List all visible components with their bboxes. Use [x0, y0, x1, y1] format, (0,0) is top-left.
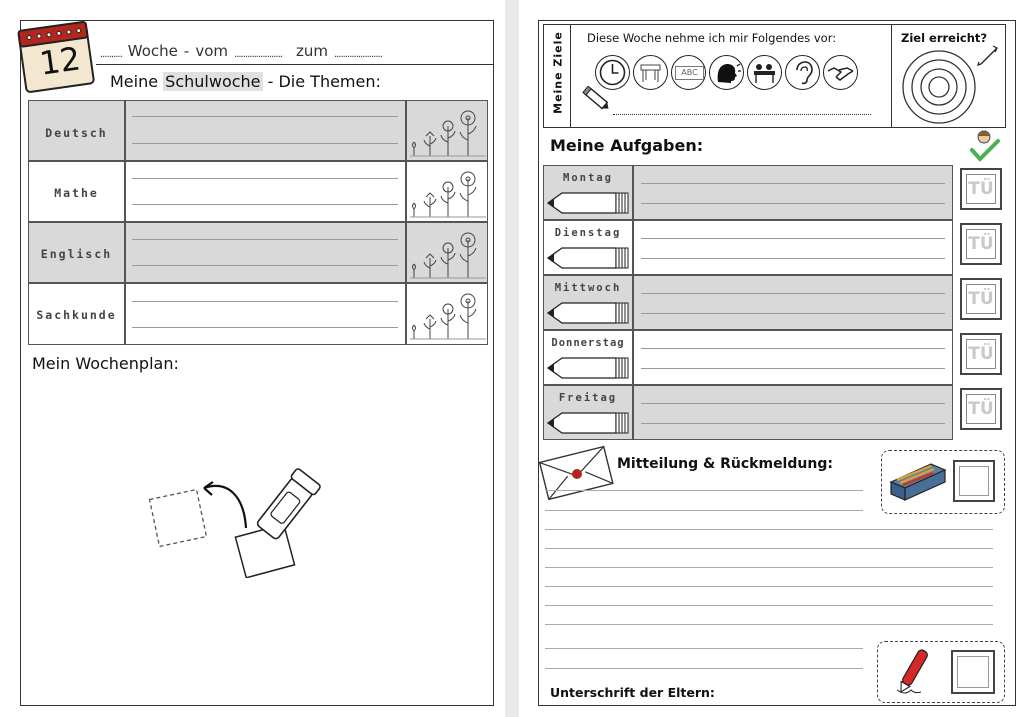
goals-side-label: Meine Ziele: [551, 31, 565, 114]
subject-notes-cell[interactable]: [125, 161, 406, 222]
message-title: Mitteilung & Rückmeldung:: [617, 456, 833, 472]
abc-icon[interactable]: [671, 55, 706, 90]
calendar-number: 12: [37, 39, 83, 83]
pencil-icon: [546, 410, 632, 436]
flower-growth-icon: [410, 108, 486, 158]
pencil-case-icon: [887, 458, 947, 504]
tu-label: TÜ: [966, 339, 996, 369]
pencil-icon: [546, 190, 632, 216]
week-header: [100, 30, 492, 60]
tasks-title: Meine Aufgaben:: [550, 136, 704, 155]
parent-ack-checkbox[interactable]: [953, 460, 995, 502]
abc-text: ABC: [675, 66, 704, 80]
tu-label: TÜ: [966, 394, 996, 424]
desk-icon[interactable]: [633, 55, 668, 90]
left-page: [0, 0, 505, 717]
day-label: Montag: [563, 172, 613, 184]
zum-label: zum: [295, 42, 328, 60]
dash-label: -: [183, 42, 190, 60]
red-pen-icon: [889, 644, 937, 698]
message-line[interactable]: [545, 548, 993, 549]
tu-checkbox[interactable]: [960, 223, 1002, 265]
header-divider: [96, 64, 493, 65]
pencil-icon: [546, 355, 632, 381]
vom-label: vom: [195, 42, 229, 60]
day-notes-cell[interactable]: [633, 330, 953, 385]
start-date-blank[interactable]: ......................: [234, 49, 282, 60]
tu-label: TÜ: [966, 284, 996, 314]
pencil-icon: [581, 84, 613, 114]
pencil-icon: [546, 300, 632, 326]
themes-title: [110, 72, 381, 91]
message-line[interactable]: [545, 529, 993, 530]
tu-label: TÜ: [966, 229, 996, 259]
goals-intro: Diese Woche nehme ich mir Folgendes vor:: [587, 31, 837, 45]
message-line[interactable]: [545, 605, 993, 606]
day-notes-cell[interactable]: [633, 220, 953, 275]
signature-checkbox[interactable]: [951, 650, 995, 694]
subject-label: Englisch: [40, 247, 113, 261]
themes-title-suffix: - Die Themen:: [267, 72, 381, 91]
day-label: Freitag: [558, 392, 618, 404]
week-number-blank[interactable]: ..........: [100, 49, 122, 60]
end-date-blank[interactable]: ......................: [333, 49, 382, 60]
envelope-icon: [537, 444, 615, 500]
handshake-icon[interactable]: [823, 55, 858, 90]
themes-title-prefix: Meine: [110, 72, 159, 91]
tu-checkbox[interactable]: [960, 278, 1002, 320]
right-page: [519, 0, 1024, 717]
message-line[interactable]: [545, 567, 993, 568]
subject-notes-cell[interactable]: [125, 283, 406, 345]
tu-checkbox[interactable]: [960, 168, 1002, 210]
subject-label: Mathe: [54, 186, 99, 200]
subject-label: Deutsch: [45, 126, 108, 140]
goals-writing-line[interactable]: [613, 114, 871, 115]
tu-checkbox[interactable]: [960, 388, 1002, 430]
day-notes-cell[interactable]: [633, 275, 953, 330]
day-label: Dienstag: [554, 227, 622, 239]
day-label: Mittwoch: [554, 282, 622, 294]
tu-label: TÜ: [966, 174, 996, 204]
ear-icon[interactable]: [785, 55, 820, 90]
day-notes-cell[interactable]: [633, 385, 953, 440]
glue-stick-icon: [148, 466, 328, 578]
teacher-check-icon: [968, 128, 1002, 164]
day-notes-cell[interactable]: [633, 165, 953, 220]
signature-label: Unterschrift der Eltern:: [550, 685, 715, 700]
calendar-icon: [14, 16, 98, 96]
speaking-head-icon[interactable]: [709, 55, 744, 90]
subject-notes-cell[interactable]: [125, 222, 406, 283]
tu-checkbox[interactable]: [960, 333, 1002, 375]
goal-reached-label: Ziel erreicht?: [901, 31, 988, 45]
woche-label: Woche: [127, 42, 178, 60]
wochenplan-title: Mein Wochenplan:: [32, 354, 179, 373]
day-label: Donnerstag: [551, 337, 625, 349]
pencil-icon: [546, 245, 632, 271]
message-line[interactable]: [545, 624, 993, 625]
flower-growth-icon: [410, 230, 486, 280]
subject-label: Sachkunde: [36, 308, 117, 322]
flower-growth-icon: [410, 169, 486, 219]
subject-notes-cell[interactable]: [125, 100, 406, 161]
flower-growth-icon: [410, 291, 486, 341]
message-line[interactable]: [545, 586, 993, 587]
target-icon[interactable]: [899, 42, 999, 128]
classroom-icon[interactable]: [747, 55, 782, 90]
themes-title-highlight: Schulwoche: [165, 72, 261, 91]
